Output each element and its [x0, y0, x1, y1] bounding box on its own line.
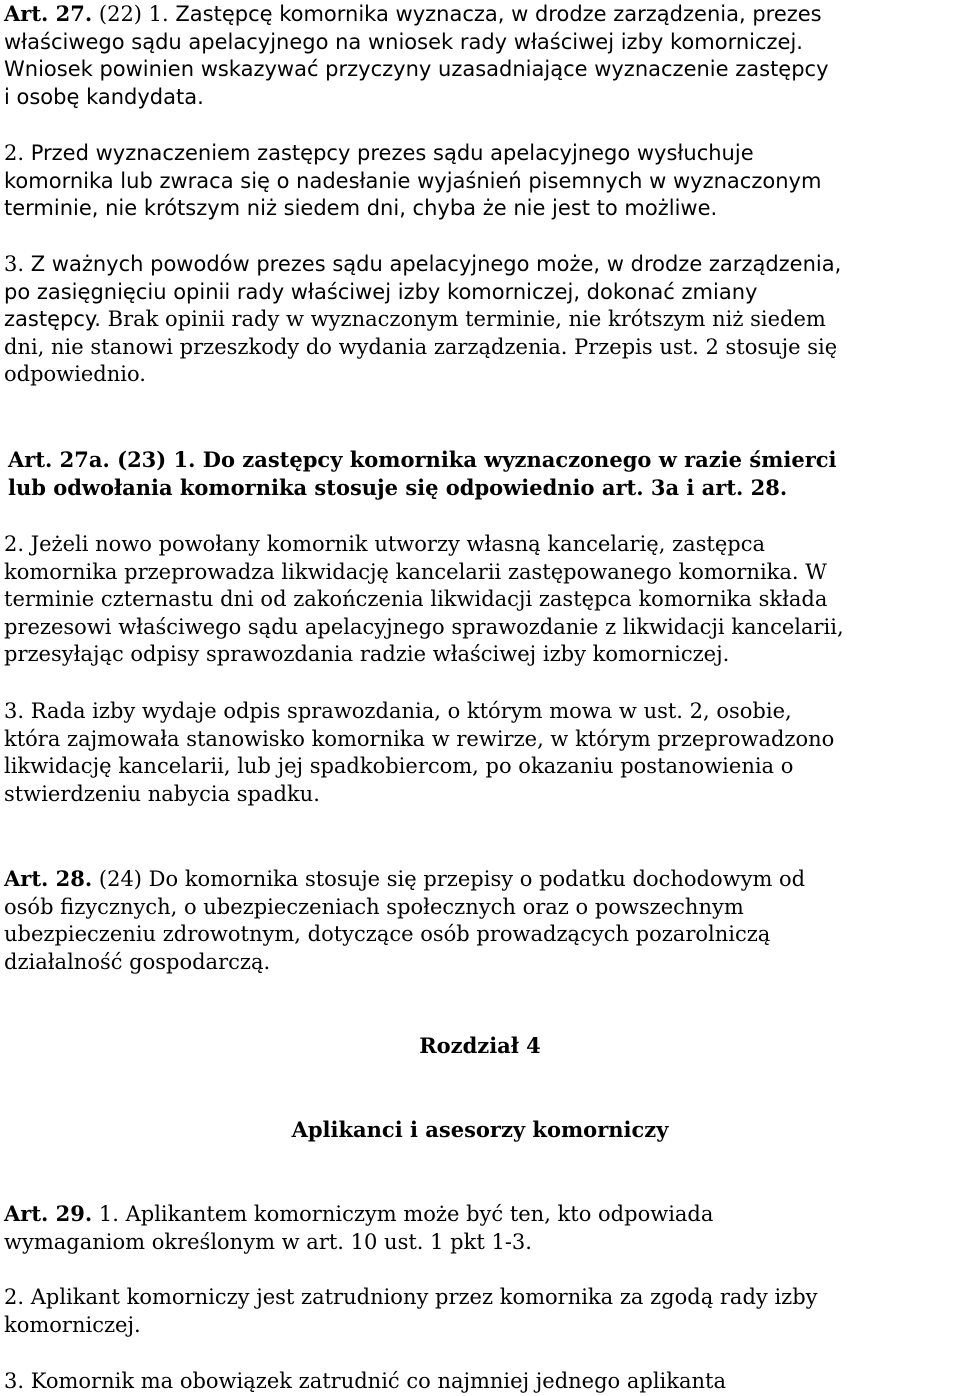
art29-para1: [4, 1200, 959, 1256]
art27-para3-text2: Brak opinii rady w wyznaczonym terminie, nie krótszym niż siedem dni, nie stanowi przeszkody do wydania zarządzenia.: [4, 307, 826, 359]
art27-para1-text: Zastępcę komornika wyznacza, w drodze zarządzenia, prezes właściwego sądu apelacyjnego na wniosek rady właściwej izby komorniczej. Wniosek powinien wskazywać przyczyny uzasadniające wyznaczenie zastępcy i osobę kandydata.: [4, 2, 829, 109]
chapter-title: Aplikanci i asesorzy komorniczy: [291, 1117, 669, 1142]
art27a-para2: 2. Jeżeli nowo powołany komornik utworzy własną kancelarię, zastępca komornika przeprowadza likwidację kancelarii zastępowanego komornika. W terminie czternastu dni od zakończenia likwidacji zastępca komornika składa prezesowi właściwego sądu apelacyjnego sprawozdanie z likwidacji kancelarii, przesyłając odpisy sprawozdania radzie właściwej izby komorniczej.: [4, 532, 844, 666]
art27-para3-text: Z ważnych powodów prezes sądu apelacyjnego może, w drodze zarządzenia, po zasięgnięciu opinii rady właściwej izby komorniczej, dokonać zmiany zastępcy.: [4, 252, 842, 331]
art27-para3: [4, 251, 959, 389]
art27a-para1: Art. 27a. (23) 1. Do zastępcy komornika wyznaczonego w razie śmierci lub odwołania komornika stosuje się odpowiednio art. 3a i art. 28.: [8, 447, 837, 500]
art28-label: Art. 28.: [4, 866, 93, 891]
art27-para2-text: Przed wyznaczeniem zastępcy prezes sądu apelacyjnego wysłuchuje komornika lub zwraca się o nadesłanie wyjaśnień pisemnych w wyznaczonym terminie, nie krótszym niż siedem dni, chyba że nie jest to możliwe.: [4, 141, 822, 220]
art27-label: Art. 27.: [4, 1, 93, 26]
art28-para: [4, 865, 959, 976]
art27-para1-number: (22) 1.: [92, 2, 176, 26]
art27-para2: [4, 140, 959, 223]
art29-para3: 3. Komornik ma obowiązek zatrudnić co najmniej jednego aplikanta: [4, 1369, 726, 1393]
art28-text: (24) Do komornika stosuje się przepisy o podatku dochodowym od osób fizycznych, o ubezpieczeniach społecznych oraz o powszechnym ubezpieczeniu zdrowotnym, dotyczące osób prowadzących pozarolniczą działalność gospodarczą.: [4, 867, 806, 974]
art27a-para3: 3. Rada izby wydaje odpis sprawozdania, o którym mowa w ust. 2, osobie, która zajmowała stanowisko komornika w rewirze, w którym przeprowadzono likwidację kancelarii, lub jej spadkobiercom, po okazaniu postanowienia o stwierdzeniu nabycia spadku.: [4, 699, 835, 806]
art27-para3-text3: Przepis ust. 2 stosuje się odpowiednio.: [4, 334, 838, 386]
art27-para3-number: 3.: [4, 252, 31, 276]
chapter-number: Rozdział 4: [419, 1033, 541, 1058]
art27-para2-number: 2.: [4, 141, 31, 165]
art27-para1: [4, 0, 959, 111]
art29-para1-text: 1. Aplikantem komorniczym może być ten, kto odpowiada wymaganiom określonym w art. 10 ust. 1 pkt 1-3.: [4, 1202, 714, 1254]
art29-label: Art. 29.: [4, 1201, 93, 1226]
art29-para2: 2. Aplikant komorniczy jest zatrudniony przez komornika za zgodą rady izby komorniczej.: [4, 1285, 818, 1337]
